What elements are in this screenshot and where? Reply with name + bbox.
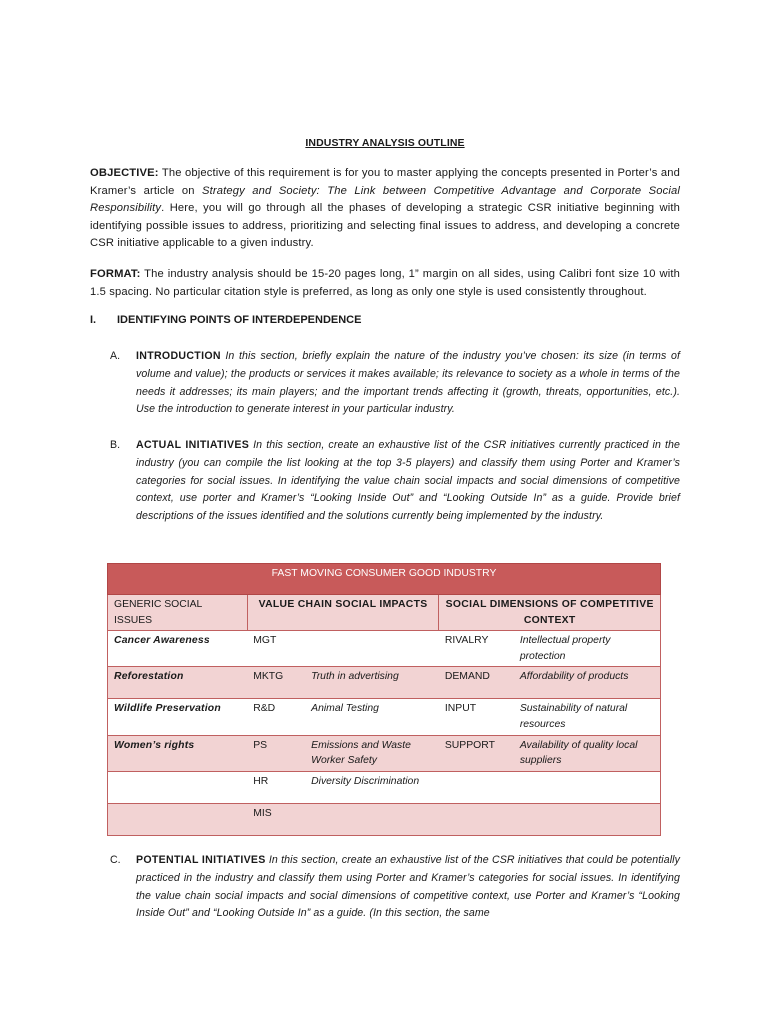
issue-cell: Wildlife Preservation bbox=[108, 699, 248, 735]
item-letter: C. bbox=[110, 854, 121, 866]
section-heading bbox=[90, 314, 361, 326]
header-value-chain: VALUE CHAIN SOCIAL IMPACTS bbox=[247, 595, 439, 631]
item-text: In this section, create an exhaustive list of the CSR initiatives that could be potentially practiced in the industry and classify them using Porter and Kramer’s categories for social issues. In identifying the value chain social impacts and social dimensions of competitive context, use Porter and Kramer’s “Looking Inside Out” and “Looking Outside In” as a guide. (In this section, the same bbox=[136, 854, 680, 920]
vc-code-cell: HR bbox=[247, 771, 305, 803]
header-generic-issues: GENERIC SOCIAL ISSUES bbox=[108, 595, 248, 631]
format-label: FORMAT: bbox=[90, 268, 141, 280]
item-text: In this section, briefly explain the nature of the industry you’ve chosen: its size (in terms of volume and value); the products or services it makes available; its relevance to society as a whole in terms of the needs it addresses; its main players; and the important trends affecting it (growth, threats, opportunities, etc.). Use the introduction to generate interest in your particular industry. bbox=[136, 350, 680, 416]
table-header-row bbox=[108, 595, 661, 631]
format-text: The industry analysis should be 15-20 pages long, 1” margin on all sides, using Calibri font size 10 with 1.5 spacing. No particular citation style is preferred, as long as only one style is used consistently throughout. bbox=[90, 268, 680, 298]
issue-cell: Reforestation bbox=[108, 667, 248, 699]
vc-impact-cell: Truth in advertising bbox=[305, 667, 439, 699]
issue-cell bbox=[108, 771, 248, 803]
vc-code-cell: MKTG bbox=[247, 667, 305, 699]
item-body bbox=[136, 437, 680, 526]
vc-impact-cell: Diversity Discrimination bbox=[305, 771, 439, 803]
issue-cell: Cancer Awareness bbox=[108, 631, 248, 667]
section-number: I. bbox=[90, 314, 97, 326]
header-social-dimensions: SOCIAL DIMENSIONS OF COMPETITIVE CONTEXT bbox=[439, 595, 661, 631]
table-row bbox=[108, 667, 661, 699]
format-paragraph bbox=[90, 266, 680, 301]
item-text: In this section, create an exhaustive list of the CSR initiatives currently practiced in the industry (you can compile the list looking at the top 3-5 players) and classify them using Porter and Kramer’s categories for social issues. In identifying the value chain social impacts and social dimensions of competitive context, use porter and Kramer’s “Looking Inside Out” and “Looking Outside In” as a guide. Provide brief descriptions of the issues identified and the solutions currently being implemented by the industry. bbox=[136, 439, 680, 523]
objective-paragraph bbox=[90, 165, 680, 253]
table-title: FAST MOVING CONSUMER GOOD INDUSTRY bbox=[108, 564, 661, 595]
vc-code-cell: PS bbox=[247, 735, 305, 771]
objective-article-title: Strategy and Society: The Link between Competitive Advantage and Corporate Social Responsibility bbox=[90, 184, 680, 215]
item-lead: ACTUAL INITIATIVES bbox=[136, 439, 250, 451]
table-row bbox=[108, 631, 661, 667]
item-body bbox=[136, 852, 680, 923]
vc-impact-cell bbox=[305, 631, 439, 667]
section-title: IDENTIFYING POINTS OF INTERDEPENDENCE bbox=[117, 314, 362, 326]
item-lead: INTRODUCTION bbox=[136, 350, 221, 362]
outline-item-actual-initiatives bbox=[110, 437, 680, 526]
sd-code-cell: SUPPORT bbox=[439, 735, 514, 771]
sd-impact-cell bbox=[514, 771, 661, 803]
table-row bbox=[108, 803, 661, 835]
issue-cell: Women’s rights bbox=[108, 735, 248, 771]
item-letter: B. bbox=[110, 439, 121, 451]
outline-item-introduction bbox=[110, 348, 680, 419]
document-title: INDUSTRY ANALYSIS OUTLINE bbox=[305, 137, 465, 149]
objective-label: OBJECTIVE: bbox=[90, 167, 159, 179]
vc-code-cell: MIS bbox=[247, 803, 305, 835]
vc-impact-cell bbox=[305, 803, 439, 835]
item-lead: POTENTIAL INITIATIVES bbox=[136, 854, 266, 866]
csr-classification-table bbox=[107, 563, 661, 836]
sd-code-cell bbox=[439, 771, 514, 803]
item-letter: A. bbox=[110, 350, 121, 362]
sd-code-cell bbox=[439, 803, 514, 835]
sd-impact-cell: Intellectual property protection bbox=[514, 631, 661, 667]
sd-impact-cell: Availability of quality local suppliers bbox=[514, 735, 661, 771]
sd-code-cell: RIVALRY bbox=[439, 631, 514, 667]
vc-impact-cell: Animal Testing bbox=[305, 699, 439, 735]
vc-impact-cell: Emissions and Waste Worker Safety bbox=[305, 735, 439, 771]
sd-impact-cell: Affordability of products bbox=[514, 667, 661, 699]
table-row bbox=[108, 771, 661, 803]
outline-item-potential-initiatives bbox=[110, 852, 680, 923]
objective-text-1: The objective of this requirement is for you to master applying the concepts presented in Porter’s and Kramer’s article on bbox=[90, 167, 680, 197]
vc-code-cell: MGT bbox=[247, 631, 305, 667]
sd-impact-cell: Sustainability of natural resources bbox=[514, 699, 661, 735]
sd-code-cell: DEMAND bbox=[439, 667, 514, 699]
table-row bbox=[108, 699, 661, 735]
table-row bbox=[108, 735, 661, 771]
table-title-row bbox=[108, 564, 661, 595]
item-body bbox=[136, 348, 680, 419]
objective-text-2: . Here, you will go through all the phases of developing a strategic CSR initiative beginning with identifying possible issues to address, prioritizing and selecting final issues to address, and developing a concrete CSR initiative applicable to a given industry. bbox=[90, 202, 680, 250]
issue-cell bbox=[108, 803, 248, 835]
vc-code-cell: R&D bbox=[247, 699, 305, 735]
sd-impact-cell bbox=[514, 803, 661, 835]
sd-code-cell: INPUT bbox=[439, 699, 514, 735]
